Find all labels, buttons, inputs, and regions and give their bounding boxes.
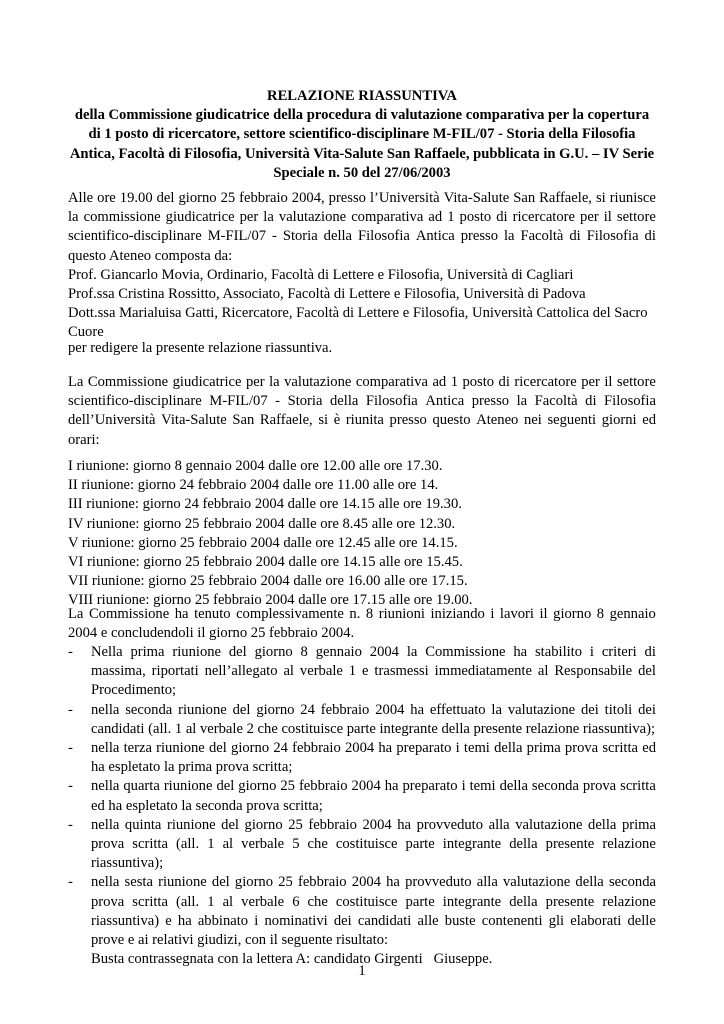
member-line: Prof. Giancarlo Movia, Ordinario, Facoltà di Lettere e Filosofia, Università di Cagliari <box>68 266 574 283</box>
document-title <box>60 87 664 183</box>
text-line: nella quinta riunione del giorno 25 febbraio 2004 ha provveduto alla valutazione della prima <box>91 816 656 833</box>
text-line: prove e ai relativi giudizi, con il seguente risultato: <box>91 932 389 949</box>
list-item <box>68 643 656 701</box>
bullet-dash: - <box>68 701 73 718</box>
title-line: RELAZIONE RIASSUNTIVA <box>267 88 457 104</box>
list-item <box>68 777 656 815</box>
text-line: riassuntiva); <box>91 855 164 872</box>
bullet-dash: - <box>68 816 73 833</box>
text-line: nella seconda riunione del giorno 24 febbraio 2004 ha effettuato la valutazione dei titoli dei <box>91 701 656 718</box>
text-line: ha espletato la prima prova scritta; <box>91 759 293 776</box>
meeting-intro-paragraph <box>68 373 656 450</box>
meeting-item: VII riunione: giorno 25 febbraio 2004 dalle ore 16.00 alle ore 17.15. <box>68 573 468 590</box>
meeting-item: II riunione: giorno 24 febbraio 2004 dalle ore 11.00 alle ore 14. <box>68 477 439 494</box>
member-line: Cuore <box>68 324 104 341</box>
bullet-dash: - <box>68 740 73 757</box>
text-line: dell’Università Vita-Salute San Raffaele, si è riunita presso questo Ateneo nei seguenti giorni ed <box>68 412 656 429</box>
text-line: questo Ateneo composta da: <box>68 247 233 264</box>
title-line: Antica, Facoltà di Filosofia, Università Vita-Salute San Raffaele, pubblicata in G.U. – IV Serie <box>69 145 655 162</box>
title-line: della Commissione giudicatrice della procedura di valutazione comparativa per la copertura <box>74 107 650 124</box>
meeting-item: III riunione: giorno 24 febbraio 2004 dalle ore 14.15 alle ore 19.30. <box>68 496 462 513</box>
title-line: Speciale n. 50 del 27/06/2003 <box>273 164 451 181</box>
list-item <box>68 739 656 777</box>
summary-paragraph <box>68 605 656 643</box>
text-line: massima, riportati nell’allegato al verbale 1 e trasmessi immediatamente al Responsabile del <box>91 663 656 680</box>
meeting-item: VIII riunione: giorno 25 febbraio 2004 dalle ore 17.15 alle ore 19.00. <box>68 592 473 609</box>
text-line: per redigere la presente relazione riassuntiva. <box>68 340 333 356</box>
text-line: orari: <box>68 431 100 448</box>
text-line: ed ha espletato la seconda prova scritta; <box>91 797 323 814</box>
meeting-item: V riunione: giorno 25 febbraio 2004 dalle ore 12.45 alle ore 14.15. <box>68 534 458 551</box>
meeting-item: I riunione: giorno 8 gennaio 2004 dalle ore 12.00 alle ore 17.30. <box>68 458 443 474</box>
text-line: Nella prima riunione del giorno 8 gennaio 2004 la Commissione ha stabilito i criteri di <box>91 644 656 660</box>
meeting-item: VI riunione: giorno 25 febbraio 2004 dalle ore 14.15 alle ore 15.45. <box>68 554 463 571</box>
activity-list <box>68 643 656 969</box>
text-line: la commissione giudicatrice per la valutazione comparativa ad 1 posto di ricercatore per il settore <box>68 209 656 226</box>
list-item <box>68 873 656 969</box>
member-line: Prof.ssa Cristina Rossitto, Associato, Facoltà di Lettere e Filosofia, Università di Padova <box>68 286 586 303</box>
text-line: riassuntiva) e ha abbinato i nominativi dei candidati alle buste contenenti gli elaborati delle <box>91 912 656 929</box>
text-line: scientifico-disciplinare M-FIL/07 - Storia della Filosofia Antica presso la Facoltà di Filosofia <box>68 393 656 410</box>
bullet-dash: - <box>68 644 73 660</box>
text-line: prova scritta (all. 1 al verbale 5 che costituisce parte integrante della presente relazione <box>91 836 656 853</box>
text-line: nella terza riunione del giorno 24 febbraio 2004 ha preparato i temi della prima prova scritta ed <box>91 740 656 757</box>
text-line: nella sesta riunione del giorno 25 febbraio 2004 ha provveduto alla valutazione della seconda <box>91 874 656 891</box>
text-line: scientifico-disciplinare M-FIL/07 - Storia della Filosofia Antica presso la Facoltà di Filosofia di <box>68 228 656 245</box>
title-line: di 1 posto di ricercatore, settore scientifico-disciplinare M-FIL/07 - Storia della Filosofia <box>88 126 636 143</box>
member-line: Dott.ssa Marialuisa Gatti, Ricercatore, Facoltà di Lettere e Filosofia, Università Cattolica del Sacro <box>68 305 648 322</box>
page-number: 1 <box>358 963 366 979</box>
bullet-dash: - <box>68 874 73 891</box>
list-item <box>68 701 656 739</box>
text-line: candidati (all. 1 al verbale 2 che costituisce parte integrante della presente relazione riassuntiva); <box>91 720 656 737</box>
text-line: nella quarta riunione del giorno 25 febbraio 2004 ha preparato i temi della seconda prova scritta <box>91 778 656 795</box>
text-line: Alle ore 19.00 del giorno 25 febbraio 2004, presso l’Università Vita-Salute San Raffaele, si riunisce <box>68 190 656 206</box>
text-line: Busta contrassegnata con la lettera A: candidato Girgenti Giuseppe. <box>91 951 493 968</box>
bullet-dash: - <box>68 778 73 795</box>
meetings-list <box>68 457 656 611</box>
intro-paragraph <box>68 189 656 343</box>
text-line: prova scritta (all. 1 al verbale 6 che costituisce parte integrante della presente relazione <box>91 893 656 910</box>
text-line: Procedimento; <box>91 682 177 699</box>
meeting-item: IV riunione: giorno 25 febbraio 2004 dalle ore 8.45 alle ore 12.30. <box>68 515 456 532</box>
text-line: 2004 e concludendoli il giorno 25 febbraio 2004. <box>68 625 355 642</box>
list-item <box>68 816 656 874</box>
text-line: La Commissione ha tenuto complessivamente n. 8 riunioni iniziando i lavori il giorno 8 gennaio <box>68 606 656 622</box>
purpose-paragraph <box>68 339 656 358</box>
text-line: La Commissione giudicatrice per la valutazione comparativa ad 1 posto di ricercatore per il settore <box>68 374 656 390</box>
